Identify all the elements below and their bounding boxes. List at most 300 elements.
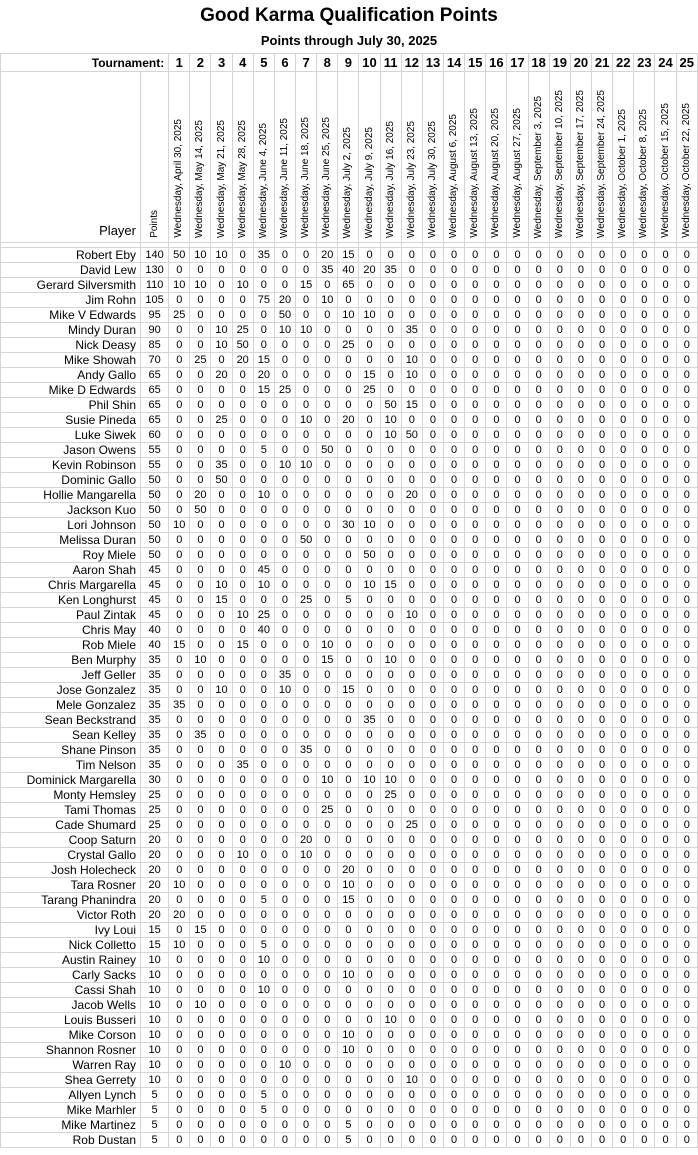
score-cell: 0 — [549, 923, 570, 938]
score-cell: 0 — [592, 758, 613, 773]
score-cell: 10 — [232, 278, 253, 293]
score-cell: 0 — [486, 353, 507, 368]
score-cell: 0 — [465, 1043, 486, 1058]
score-cell: 0 — [570, 608, 591, 623]
score-cell: 0 — [465, 413, 486, 428]
score-cell: 0 — [486, 263, 507, 278]
score-cell: 0 — [253, 338, 274, 353]
score-cell: 0 — [570, 1073, 591, 1088]
score-cell: 10 — [169, 938, 190, 953]
player-total-points: 65 — [141, 398, 169, 413]
score-cell: 0 — [211, 353, 232, 368]
score-cell: 0 — [380, 983, 401, 998]
score-cell: 0 — [613, 578, 634, 593]
score-cell: 0 — [380, 1133, 401, 1148]
score-cell: 0 — [613, 638, 634, 653]
score-cell: 0 — [570, 908, 591, 923]
score-cell: 0 — [570, 1013, 591, 1028]
score-cell: 0 — [317, 953, 338, 968]
score-cell: 0 — [232, 983, 253, 998]
score-cell: 0 — [211, 1103, 232, 1118]
score-cell: 0 — [317, 473, 338, 488]
score-cell: 0 — [380, 833, 401, 848]
score-cell: 0 — [211, 893, 232, 908]
score-cell: 0 — [592, 353, 613, 368]
score-cell: 0 — [465, 923, 486, 938]
score-cell: 0 — [507, 1058, 528, 1073]
score-cell: 0 — [274, 863, 295, 878]
score-cell: 0 — [232, 788, 253, 803]
score-cell: 0 — [190, 443, 211, 458]
score-cell: 0 — [528, 473, 549, 488]
score-cell: 0 — [444, 833, 465, 848]
score-cell: 0 — [253, 818, 274, 833]
score-cell: 0 — [359, 968, 380, 983]
score-cell: 0 — [317, 923, 338, 938]
score-cell: 0 — [507, 293, 528, 308]
score-cell: 0 — [634, 1088, 655, 1103]
score-cell: 10 — [211, 248, 232, 263]
score-cell: 0 — [211, 998, 232, 1013]
score-cell: 0 — [169, 848, 190, 863]
score-cell: 0 — [486, 863, 507, 878]
score-cell: 10 — [190, 278, 211, 293]
player-total-points: 50 — [141, 533, 169, 548]
tournament-date-cell — [274, 72, 295, 243]
score-cell: 0 — [296, 548, 317, 563]
player-total-points: 45 — [141, 563, 169, 578]
score-cell: 0 — [274, 398, 295, 413]
score-cell: 0 — [296, 728, 317, 743]
score-cell: 0 — [655, 848, 676, 863]
score-cell: 0 — [190, 758, 211, 773]
score-cell: 35 — [317, 263, 338, 278]
player-row — [1, 263, 698, 278]
score-cell: 0 — [613, 668, 634, 683]
score-cell: 0 — [211, 488, 232, 503]
score-cell: 0 — [211, 278, 232, 293]
player-name: Gerard Silversmith — [1, 278, 141, 293]
tournament-date-row — [1, 72, 698, 243]
score-cell: 0 — [613, 788, 634, 803]
score-cell: 0 — [169, 458, 190, 473]
score-cell: 0 — [190, 413, 211, 428]
score-cell: 0 — [317, 983, 338, 998]
score-cell: 0 — [211, 653, 232, 668]
score-cell: 0 — [232, 518, 253, 533]
player-total-points: 20 — [141, 863, 169, 878]
tournament-date: Wednesday, May 14, 2025 — [194, 119, 206, 238]
score-cell: 0 — [359, 683, 380, 698]
tournament-number: 6 — [274, 54, 295, 72]
score-cell: 0 — [549, 458, 570, 473]
score-cell: 0 — [507, 668, 528, 683]
score-cell: 0 — [253, 1013, 274, 1028]
tournament-number: 21 — [592, 54, 613, 72]
score-cell: 0 — [655, 383, 676, 398]
score-cell: 0 — [190, 548, 211, 563]
score-cell: 0 — [169, 1013, 190, 1028]
score-cell: 0 — [444, 788, 465, 803]
score-cell: 0 — [655, 278, 676, 293]
score-cell: 0 — [232, 308, 253, 323]
score-cell: 0 — [338, 803, 359, 818]
score-cell: 0 — [253, 698, 274, 713]
score-cell: 0 — [507, 713, 528, 728]
score-cell: 0 — [232, 833, 253, 848]
score-cell: 0 — [253, 1118, 274, 1133]
score-cell: 0 — [486, 443, 507, 458]
score-cell: 0 — [190, 788, 211, 803]
player-row — [1, 248, 698, 263]
score-cell: 20 — [359, 263, 380, 278]
score-cell: 0 — [676, 593, 697, 608]
score-cell: 0 — [190, 833, 211, 848]
score-cell: 0 — [274, 1043, 295, 1058]
score-cell: 0 — [211, 443, 232, 458]
score-cell: 0 — [592, 458, 613, 473]
score-cell: 0 — [570, 263, 591, 278]
score-cell: 0 — [274, 803, 295, 818]
score-cell: 0 — [655, 758, 676, 773]
score-cell: 0 — [380, 968, 401, 983]
score-cell: 0 — [422, 398, 443, 413]
score-cell: 0 — [359, 593, 380, 608]
score-cell: 0 — [401, 788, 422, 803]
score-cell: 0 — [317, 308, 338, 323]
score-cell: 0 — [338, 728, 359, 743]
score-cell: 0 — [338, 488, 359, 503]
score-cell: 0 — [232, 248, 253, 263]
score-cell: 0 — [169, 263, 190, 278]
score-cell: 0 — [317, 563, 338, 578]
score-cell: 0 — [338, 368, 359, 383]
score-cell: 0 — [169, 533, 190, 548]
score-cell: 0 — [274, 938, 295, 953]
score-cell: 0 — [655, 713, 676, 728]
score-cell: 0 — [359, 1073, 380, 1088]
score-cell: 0 — [549, 953, 570, 968]
score-cell: 0 — [401, 578, 422, 593]
score-cell: 0 — [634, 968, 655, 983]
score-cell: 0 — [613, 338, 634, 353]
score-cell: 0 — [570, 983, 591, 998]
score-cell: 0 — [211, 1058, 232, 1073]
score-cell: 10 — [274, 1058, 295, 1073]
score-cell: 0 — [317, 413, 338, 428]
score-cell: 0 — [528, 908, 549, 923]
tournament-date-cell — [422, 72, 443, 243]
score-cell: 0 — [317, 458, 338, 473]
score-cell: 0 — [507, 1133, 528, 1148]
score-cell: 0 — [655, 263, 676, 278]
score-cell: 0 — [253, 323, 274, 338]
score-cell: 0 — [401, 1043, 422, 1058]
score-cell: 0 — [211, 983, 232, 998]
score-cell: 0 — [613, 308, 634, 323]
score-cell: 0 — [274, 848, 295, 863]
score-cell: 0 — [274, 503, 295, 518]
score-cell: 0 — [401, 638, 422, 653]
tournament-number: 3 — [211, 54, 232, 72]
score-cell: 0 — [613, 893, 634, 908]
score-cell: 0 — [422, 983, 443, 998]
score-cell: 0 — [190, 518, 211, 533]
score-cell: 0 — [401, 1118, 422, 1133]
score-cell: 0 — [274, 548, 295, 563]
score-cell: 50 — [317, 443, 338, 458]
player-row — [1, 593, 698, 608]
score-cell: 0 — [528, 923, 549, 938]
score-cell: 0 — [380, 638, 401, 653]
score-cell: 0 — [422, 443, 443, 458]
score-cell: 0 — [676, 683, 697, 698]
score-cell: 5 — [253, 893, 274, 908]
score-cell: 0 — [592, 1103, 613, 1118]
score-cell: 0 — [317, 533, 338, 548]
score-cell: 0 — [169, 788, 190, 803]
score-cell: 0 — [528, 548, 549, 563]
score-cell: 0 — [380, 248, 401, 263]
score-cell: 0 — [422, 893, 443, 908]
score-cell: 0 — [592, 398, 613, 413]
player-row — [1, 653, 698, 668]
player-row — [1, 728, 698, 743]
score-cell: 0 — [507, 308, 528, 323]
score-cell: 0 — [676, 428, 697, 443]
score-cell: 0 — [655, 488, 676, 503]
score-cell: 5 — [253, 938, 274, 953]
score-cell: 0 — [338, 923, 359, 938]
player-name: Shannon Rosner — [1, 1043, 141, 1058]
score-cell: 10 — [211, 683, 232, 698]
score-cell: 0 — [676, 323, 697, 338]
score-cell: 0 — [296, 503, 317, 518]
score-cell: 0 — [465, 758, 486, 773]
score-cell: 0 — [676, 248, 697, 263]
score-cell: 0 — [253, 548, 274, 563]
score-cell: 0 — [528, 488, 549, 503]
score-cell: 0 — [613, 743, 634, 758]
score-cell: 0 — [444, 473, 465, 488]
score-cell: 0 — [317, 683, 338, 698]
player-row — [1, 293, 698, 308]
score-cell: 35 — [359, 713, 380, 728]
score-cell: 0 — [592, 818, 613, 833]
score-cell: 0 — [444, 968, 465, 983]
score-cell: 0 — [422, 1133, 443, 1148]
player-total-points: 10 — [141, 1058, 169, 1073]
score-cell: 0 — [570, 308, 591, 323]
score-cell: 0 — [528, 1073, 549, 1088]
score-cell: 10 — [190, 998, 211, 1013]
score-cell: 0 — [296, 803, 317, 818]
score-cell: 15 — [338, 893, 359, 908]
score-cell: 10 — [317, 638, 338, 653]
score-cell: 0 — [634, 563, 655, 578]
score-cell: 0 — [592, 1133, 613, 1148]
score-cell: 0 — [592, 263, 613, 278]
score-cell: 0 — [507, 638, 528, 653]
score-cell: 25 — [317, 803, 338, 818]
score-cell: 0 — [190, 323, 211, 338]
player-row — [1, 968, 698, 983]
score-cell: 0 — [211, 1043, 232, 1058]
score-cell: 0 — [528, 938, 549, 953]
player-total-points: 10 — [141, 1013, 169, 1028]
score-cell: 15 — [338, 248, 359, 263]
score-cell: 0 — [359, 1013, 380, 1028]
score-cell: 0 — [655, 968, 676, 983]
score-cell: 0 — [444, 668, 465, 683]
score-cell: 0 — [422, 908, 443, 923]
score-cell: 0 — [676, 1103, 697, 1118]
score-cell: 25 — [274, 383, 295, 398]
score-cell: 50 — [211, 473, 232, 488]
score-cell: 15 — [359, 368, 380, 383]
score-cell: 0 — [507, 338, 528, 353]
score-cell: 0 — [570, 368, 591, 383]
score-cell: 0 — [528, 578, 549, 593]
score-cell: 0 — [655, 1133, 676, 1148]
score-cell: 0 — [232, 428, 253, 443]
score-cell: 0 — [211, 698, 232, 713]
score-cell: 0 — [549, 773, 570, 788]
player-row — [1, 368, 698, 383]
score-cell: 0 — [655, 413, 676, 428]
player-row — [1, 878, 698, 893]
player-row — [1, 698, 698, 713]
score-cell: 0 — [317, 1118, 338, 1133]
score-cell: 0 — [486, 1028, 507, 1043]
score-cell: 0 — [253, 908, 274, 923]
score-cell: 0 — [465, 443, 486, 458]
score-cell: 0 — [570, 1043, 591, 1058]
tournament-date-cell — [232, 72, 253, 243]
score-cell: 0 — [592, 413, 613, 428]
score-cell: 10 — [338, 968, 359, 983]
score-cell: 0 — [190, 983, 211, 998]
score-cell: 0 — [570, 488, 591, 503]
score-cell: 0 — [296, 1028, 317, 1043]
score-cell: 0 — [528, 743, 549, 758]
score-cell: 0 — [570, 1118, 591, 1133]
score-cell: 0 — [169, 593, 190, 608]
score-cell: 35 — [190, 728, 211, 743]
score-cell: 0 — [634, 443, 655, 458]
score-cell: 0 — [190, 1088, 211, 1103]
tournament-date-cell — [380, 72, 401, 243]
score-cell: 10 — [296, 413, 317, 428]
tournament-date-cell — [359, 72, 380, 243]
score-cell: 0 — [465, 983, 486, 998]
score-cell: 0 — [592, 293, 613, 308]
score-cell: 0 — [380, 698, 401, 713]
score-cell: 0 — [401, 923, 422, 938]
player-name: Kevin Robinson — [1, 458, 141, 473]
score-cell: 0 — [570, 383, 591, 398]
score-cell: 15 — [253, 353, 274, 368]
score-cell: 0 — [274, 413, 295, 428]
score-cell: 0 — [549, 743, 570, 758]
score-cell: 0 — [613, 1118, 634, 1133]
score-cell: 0 — [317, 503, 338, 518]
score-cell: 0 — [549, 293, 570, 308]
score-cell: 0 — [190, 668, 211, 683]
score-cell: 0 — [380, 548, 401, 563]
score-cell: 0 — [401, 773, 422, 788]
tournament-date-cell — [169, 72, 190, 243]
score-cell: 0 — [211, 1013, 232, 1028]
score-cell: 0 — [486, 623, 507, 638]
score-cell: 0 — [253, 788, 274, 803]
score-cell: 0 — [296, 608, 317, 623]
score-cell: 0 — [317, 908, 338, 923]
score-cell: 0 — [380, 473, 401, 488]
score-cell: 10 — [211, 323, 232, 338]
score-cell: 0 — [338, 833, 359, 848]
score-cell: 0 — [528, 338, 549, 353]
score-cell: 0 — [296, 668, 317, 683]
player-name: Robert Eby — [1, 248, 141, 263]
score-cell: 0 — [528, 443, 549, 458]
player-name: Mike Martinez — [1, 1118, 141, 1133]
score-cell: 0 — [549, 338, 570, 353]
score-cell: 0 — [465, 893, 486, 908]
score-cell: 0 — [338, 608, 359, 623]
score-cell: 0 — [253, 638, 274, 653]
player-row — [1, 788, 698, 803]
score-cell: 0 — [211, 1133, 232, 1148]
score-cell: 0 — [655, 773, 676, 788]
score-cell: 0 — [486, 698, 507, 713]
score-cell: 0 — [317, 998, 338, 1013]
score-cell: 10 — [380, 413, 401, 428]
score-cell: 0 — [401, 1103, 422, 1118]
score-cell: 0 — [634, 1043, 655, 1058]
score-cell: 0 — [655, 308, 676, 323]
score-cell: 0 — [592, 923, 613, 938]
score-cell: 20 — [338, 413, 359, 428]
score-cell: 0 — [232, 368, 253, 383]
score-cell: 0 — [570, 458, 591, 473]
score-cell: 0 — [296, 293, 317, 308]
score-cell: 0 — [465, 608, 486, 623]
score-cell: 75 — [253, 293, 274, 308]
score-cell: 0 — [465, 338, 486, 353]
score-cell: 0 — [613, 263, 634, 278]
score-cell: 0 — [528, 653, 549, 668]
score-cell: 15 — [211, 593, 232, 608]
score-cell: 0 — [190, 398, 211, 413]
score-cell: 0 — [422, 353, 443, 368]
score-cell: 15 — [232, 638, 253, 653]
tournament-number: 13 — [422, 54, 443, 72]
score-cell: 0 — [253, 848, 274, 863]
score-cell: 0 — [465, 533, 486, 548]
score-cell: 0 — [317, 608, 338, 623]
player-row — [1, 803, 698, 818]
score-cell: 0 — [422, 713, 443, 728]
score-cell: 0 — [211, 428, 232, 443]
player-name: Allyen Lynch — [1, 1088, 141, 1103]
score-cell: 0 — [190, 473, 211, 488]
score-cell: 0 — [634, 623, 655, 638]
score-cell: 0 — [211, 833, 232, 848]
score-cell: 0 — [570, 863, 591, 878]
score-cell: 0 — [253, 263, 274, 278]
score-cell: 0 — [676, 983, 697, 998]
